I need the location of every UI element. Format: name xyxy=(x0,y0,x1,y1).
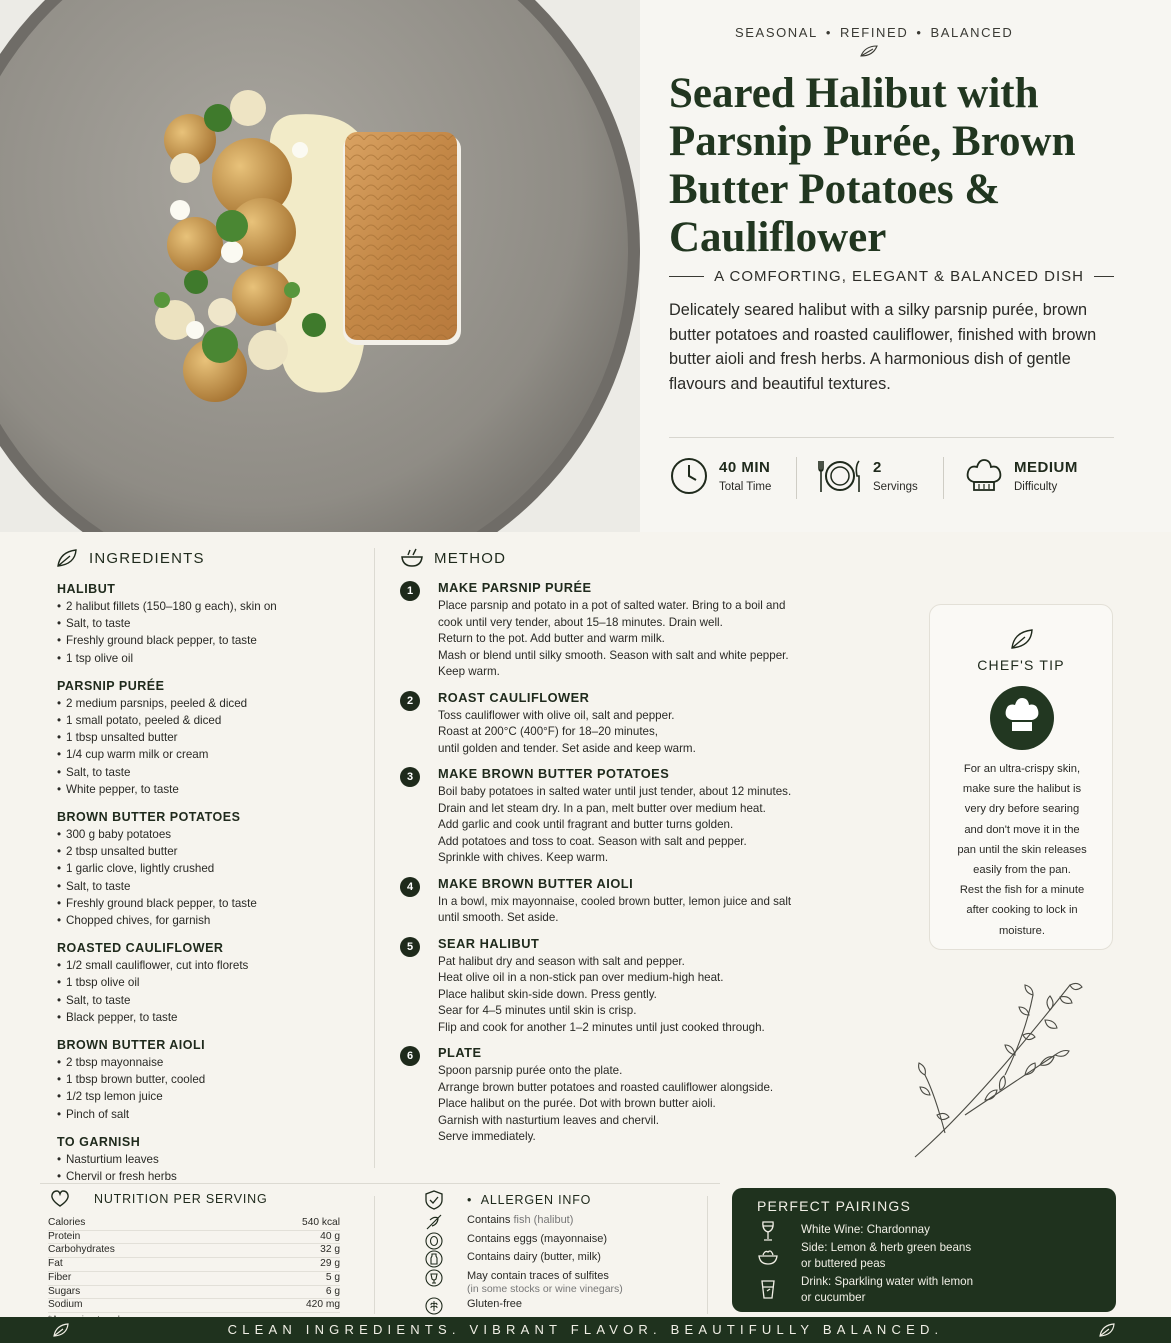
allergen-detail: (mayonnaise) xyxy=(537,1232,608,1245)
step-line: Garnish with nasturtium leaves and chervil. xyxy=(438,1113,660,1127)
group-title: TO GARNISH xyxy=(57,1134,141,1149)
group-title: PARSNIP PURÉE xyxy=(57,678,165,693)
list-item: • 300 g baby potatoes xyxy=(57,826,357,843)
allergen-panel xyxy=(424,1190,704,1314)
list-item: • Salt, to taste xyxy=(57,764,357,781)
tip-line: make sure the halibut is xyxy=(962,783,1082,796)
tip-line: Rest the fish for a minute xyxy=(959,884,1085,897)
dish-photo xyxy=(0,0,640,532)
ingredient-group xyxy=(57,1038,357,1123)
tip-line: easily from the pan. xyxy=(973,864,1071,877)
step-line: Toss cauliflower with olive oil, salt and pepper. xyxy=(438,708,675,722)
tip-title: CHEF'S TIP xyxy=(977,657,1065,673)
plate-cutlery-icon xyxy=(817,456,863,496)
step-line: Boil baby potatoes in salted water until just tender, about 12 minutes. xyxy=(438,785,792,798)
step-line: Drain and let steam dry. In a pan, melt butter over medium heat. xyxy=(438,801,766,815)
tip-line: after cooking to lock in xyxy=(966,904,1078,917)
nutrition-row xyxy=(48,1217,340,1231)
allergen-detail: (butter, milk) xyxy=(537,1251,601,1263)
step-line: Pat halibut dry and season with salt and pepper. xyxy=(438,954,685,968)
step-line: Add garlic and cook until fragrant and butter turns golden. xyxy=(438,818,734,831)
pairings-title: PERFECT PAIRINGS xyxy=(757,1198,912,1214)
ingredient-group xyxy=(57,941,357,1026)
nutrition-panel xyxy=(48,1190,340,1325)
list-item: • Salt, to taste xyxy=(57,992,357,1009)
stat-label: Difficulty xyxy=(1014,481,1058,493)
group-title: BROWN BUTTER POTATOES xyxy=(57,810,241,825)
list-item: • 1 tbsp brown butter, cooled xyxy=(57,1071,357,1088)
list-item: • Freshly ground black pepper, to taste xyxy=(57,895,357,912)
glass-icon xyxy=(757,1278,779,1300)
stat-value: 2 xyxy=(873,459,882,476)
list-item: • Nasturtium leaves xyxy=(57,1151,357,1168)
allergen-key: fish xyxy=(510,1214,531,1226)
step-line: Add potatoes and toss to coat. Season with salt and pepper. xyxy=(438,834,747,848)
step-line: until smooth. Set aside. xyxy=(438,911,559,924)
stats-divider xyxy=(669,437,1114,438)
allergen-text: Gluten-free xyxy=(467,1297,523,1310)
recipe-subtitle xyxy=(669,268,1114,285)
step-line: Place halibut on the purée. Dot with brown butter aioli. xyxy=(438,1097,716,1110)
tip-line: moisture. xyxy=(998,924,1045,937)
list-item: • 1/4 cup warm milk or cream xyxy=(57,746,357,763)
step-number: 1 xyxy=(400,581,420,601)
list-item: • White pepper, to taste xyxy=(57,781,357,798)
group-title: BROWN BUTTER AIOLI xyxy=(57,1038,206,1053)
tip-line: pan until the skin releases xyxy=(957,843,1087,856)
leaf-icon xyxy=(1008,627,1036,651)
sulfite-icon xyxy=(424,1268,444,1288)
step-line: Serve immediately. xyxy=(438,1130,536,1143)
stat-label: Servings xyxy=(873,481,918,493)
step-title: MAKE BROWN BUTTER AIOLI xyxy=(438,875,634,891)
list-item: • Chervil or fresh herbs xyxy=(57,1168,357,1185)
chefs-tip-card xyxy=(929,604,1113,950)
nutrient-value: 32 g xyxy=(320,1244,340,1256)
tip-line: and don't move it in the xyxy=(964,823,1080,836)
step-line: Roast at 200°C (400°F) for 18–20 minutes, xyxy=(438,725,659,738)
step-line: Place halibut skin-side down. Press gently. xyxy=(438,987,657,1001)
step-number: 4 xyxy=(400,877,420,897)
list-item: • 2 medium parsnips, peeled & diced xyxy=(57,695,357,712)
herb-illustration xyxy=(905,975,1090,1165)
step-line: Return to the pot. Add butter and warm milk. xyxy=(438,632,665,645)
bowl-icon xyxy=(757,1246,779,1268)
tip-line: For an ultra-crispy skin, xyxy=(963,763,1081,775)
bowl-icon xyxy=(400,548,424,568)
list-item: • Black pepper, to taste xyxy=(57,1009,357,1026)
kicker-balanced: BALANCED xyxy=(930,25,1014,40)
step-line: Flip and cook for another 1–2 minutes until just cooked through. xyxy=(438,1020,765,1034)
ingredients-title: INGREDIENTS xyxy=(89,549,205,567)
leaf-icon xyxy=(859,44,879,58)
hero-text xyxy=(669,0,1149,532)
clock-icon xyxy=(669,456,709,496)
nutrient-name: Calories xyxy=(48,1217,86,1228)
ingredient-group xyxy=(57,679,357,798)
method-step xyxy=(400,936,880,1037)
heart-icon xyxy=(50,1190,70,1208)
method-step xyxy=(400,876,880,927)
leaf-icon xyxy=(1098,1322,1116,1338)
recipe-title: Seared Halibut with Parsnip Purée, Brown Butter Potatoes & Cauliflower xyxy=(669,70,1076,261)
list-item: • 2 tbsp unsalted butter xyxy=(57,843,357,860)
subtitle-text: A COMFORTING, ELEGANT & BALANCED DISH xyxy=(714,268,1084,285)
step-line: Sear for 4–5 minutes until skin is crisp. xyxy=(438,1004,637,1017)
nutrient-name: Fat xyxy=(48,1258,63,1270)
chef-hat-icon xyxy=(990,686,1054,750)
step-line: until golden and tender. Set aside and keep warm. xyxy=(438,741,696,755)
egg-icon xyxy=(424,1231,444,1251)
allergen-item xyxy=(424,1212,704,1231)
leaf-icon xyxy=(55,548,79,568)
kicker-refined: REFINED xyxy=(840,25,909,40)
step-line: Keep warm. xyxy=(438,665,500,678)
wine-glass-icon xyxy=(757,1220,779,1242)
step-line: Arrange brown butter potatoes and roasted cauliflower alongside. xyxy=(438,1080,774,1094)
stat-difficulty xyxy=(964,456,1078,496)
pairing-text: Side: Lemon & herb green beans xyxy=(801,1241,972,1254)
nutrient-value: 6 g xyxy=(325,1285,340,1297)
nutrient-value: 29 g xyxy=(320,1258,340,1270)
list-item: • Salt, to taste xyxy=(57,878,357,895)
chef-hat-icon xyxy=(964,456,1004,496)
method-heading xyxy=(400,548,506,568)
list-item: • 1 small potato, peeled & diced xyxy=(57,712,357,729)
ingredients-list xyxy=(57,582,357,1197)
nutrient-value: 420 mg xyxy=(306,1299,340,1311)
ingredient-group xyxy=(57,582,357,667)
method-step xyxy=(400,690,880,758)
allergen-text: Contains dairy xyxy=(467,1251,538,1263)
list-item: • 1/2 tsp lemon juice xyxy=(57,1088,357,1105)
pairing-text: or cucumber xyxy=(801,1291,866,1304)
allergen-item xyxy=(424,1296,704,1315)
step-number: 5 xyxy=(400,937,420,957)
nutrition-row xyxy=(48,1231,340,1245)
step-line: Heat olive oil in a non-stick pan over medium-high heat. xyxy=(438,971,724,984)
step-number: 2 xyxy=(400,691,420,711)
nutrient-value: 5 g xyxy=(325,1271,340,1283)
method-steps xyxy=(400,580,880,1155)
nutrient-value: 40 g xyxy=(320,1230,340,1242)
allergen-item xyxy=(424,1268,704,1296)
footer-banner xyxy=(0,1317,1171,1343)
list-item: • 1/2 small cauliflower, cut into florets xyxy=(57,957,357,974)
kicker-seasonal: SEASONAL xyxy=(735,25,818,40)
allergen-detail: (in some stocks or wine vinegars) xyxy=(467,1282,623,1295)
ingredients-heading xyxy=(55,548,205,568)
tip-line: very dry before searing xyxy=(964,803,1080,816)
nutrient-name: Carbohydrates xyxy=(48,1244,115,1256)
step-title: MAKE BROWN BUTTER POTATOES xyxy=(438,766,670,781)
nutrient-name: Sodium xyxy=(48,1299,83,1311)
nutrient-name: Protein xyxy=(48,1230,81,1242)
allergen-text: Contains xyxy=(467,1214,511,1226)
stat-value: MEDIUM xyxy=(1014,459,1078,476)
nutrition-row xyxy=(48,1258,340,1272)
dairy-icon xyxy=(424,1249,444,1269)
step-line: Place parsnip and potato in a pot of salted water. Bring to a boil and xyxy=(438,599,786,612)
list-item: • Chopped chives, for garnish xyxy=(57,912,357,929)
fish-icon xyxy=(424,1212,444,1232)
list-item: • 1 tsp olive oil xyxy=(57,650,357,667)
allergen-item xyxy=(424,1249,704,1268)
group-title: ROASTED CAULIFLOWER xyxy=(57,941,224,956)
leaf-icon xyxy=(52,1322,70,1338)
step-line: cook until very tender, about 15–18 minutes. Drain well. xyxy=(438,615,723,629)
stat-servings xyxy=(817,456,918,496)
step-line: Sprinkle with chives. Keep warm. xyxy=(438,851,609,864)
step-number: 3 xyxy=(400,767,420,787)
allergen-heading: • ALLERGEN INFO xyxy=(424,1190,704,1212)
nutrition-heading xyxy=(48,1190,340,1208)
allergen-detail: (halibut) xyxy=(530,1214,574,1226)
nutrition-title: NUTRITION PER SERVING xyxy=(94,1192,268,1206)
recipe-description: Delicately seared halibut with a silky parsnip purée, brown butter potatoes and roasted cauliflower, finished with brown butter aioli and fresh herbs. A harmonious dish of gentle flavours and beautiful textures. xyxy=(669,301,1097,393)
group-title: HALIBUT xyxy=(57,582,116,596)
pairing-text: or buttered peas xyxy=(801,1257,886,1270)
allergen-item xyxy=(424,1231,704,1250)
list-item: • 1 garlic clove, lightly crushed xyxy=(57,860,357,877)
step-title: PLATE xyxy=(438,1045,482,1060)
stat-label: Total Time xyxy=(719,481,772,493)
list-item: • Salt, to taste xyxy=(57,615,357,632)
column-divider xyxy=(374,548,375,1168)
list-item: • 2 halibut fillets (150–180 g each), skin on xyxy=(57,598,357,615)
nutrient-name: Fiber xyxy=(48,1271,72,1283)
allergen-title: ALLERGEN INFO xyxy=(480,1193,592,1207)
nutrient-name: Sugars xyxy=(48,1285,81,1297)
step-title: MAKE PARSNIP PURÉE xyxy=(438,580,592,595)
list-item: • 2 tbsp mayonnaise xyxy=(57,1054,357,1071)
list-item: • Pinch of salt xyxy=(57,1106,357,1123)
step-title: SEAR HALIBUT xyxy=(438,935,540,951)
stat-value: 40 MIN xyxy=(719,459,771,476)
method-step xyxy=(400,1045,880,1146)
shield-icon xyxy=(424,1190,444,1210)
method-title: METHOD xyxy=(434,549,507,567)
ingredient-group xyxy=(57,1135,357,1185)
kicker: SEASONAL • REFINED • BALANCED xyxy=(735,25,1014,40)
list-item: • 1 tbsp unsalted butter xyxy=(57,729,357,746)
step-number: 6 xyxy=(400,1046,420,1066)
allergen-text: Contains eggs xyxy=(467,1232,538,1245)
nutrition-row xyxy=(48,1286,340,1300)
step-title: ROAST CAULIFLOWER xyxy=(438,689,590,705)
method-step xyxy=(400,580,880,681)
nutrition-row xyxy=(48,1244,340,1258)
gluten-free-icon xyxy=(424,1296,444,1316)
step-line: Spoon parsnip purée onto the plate. xyxy=(438,1064,623,1077)
nutrition-row xyxy=(48,1299,340,1313)
hero xyxy=(0,0,1171,532)
list-item: • Freshly ground black pepper, to taste xyxy=(57,632,357,649)
list-item: • 1 tbsp olive oil xyxy=(57,974,357,991)
pairing-text: White Wine: Chardonnay xyxy=(801,1223,930,1236)
step-line: In a bowl, mix mayonnaise, cooled brown butter, lemon juice and salt xyxy=(438,894,792,908)
method-step xyxy=(400,766,880,867)
stat-total-time xyxy=(669,456,771,496)
pairing-text: Drink: Sparkling water with lemon xyxy=(801,1275,974,1288)
step-line: Mash or blend until silky smooth. Season with salt and white pepper. xyxy=(438,648,789,662)
allergen-text: May contain traces of sulfites xyxy=(467,1269,609,1282)
pairings-panel xyxy=(732,1188,1116,1312)
ingredient-group xyxy=(57,810,357,929)
nutrition-row xyxy=(48,1272,340,1286)
footer-tagline: CLEAN INGREDIENTS. VIBRANT FLAVOR. BEAUTIFULLY BALANCED. xyxy=(227,1322,944,1337)
nutrient-value: 540 kcal xyxy=(302,1217,340,1228)
tip-body xyxy=(944,759,1100,941)
